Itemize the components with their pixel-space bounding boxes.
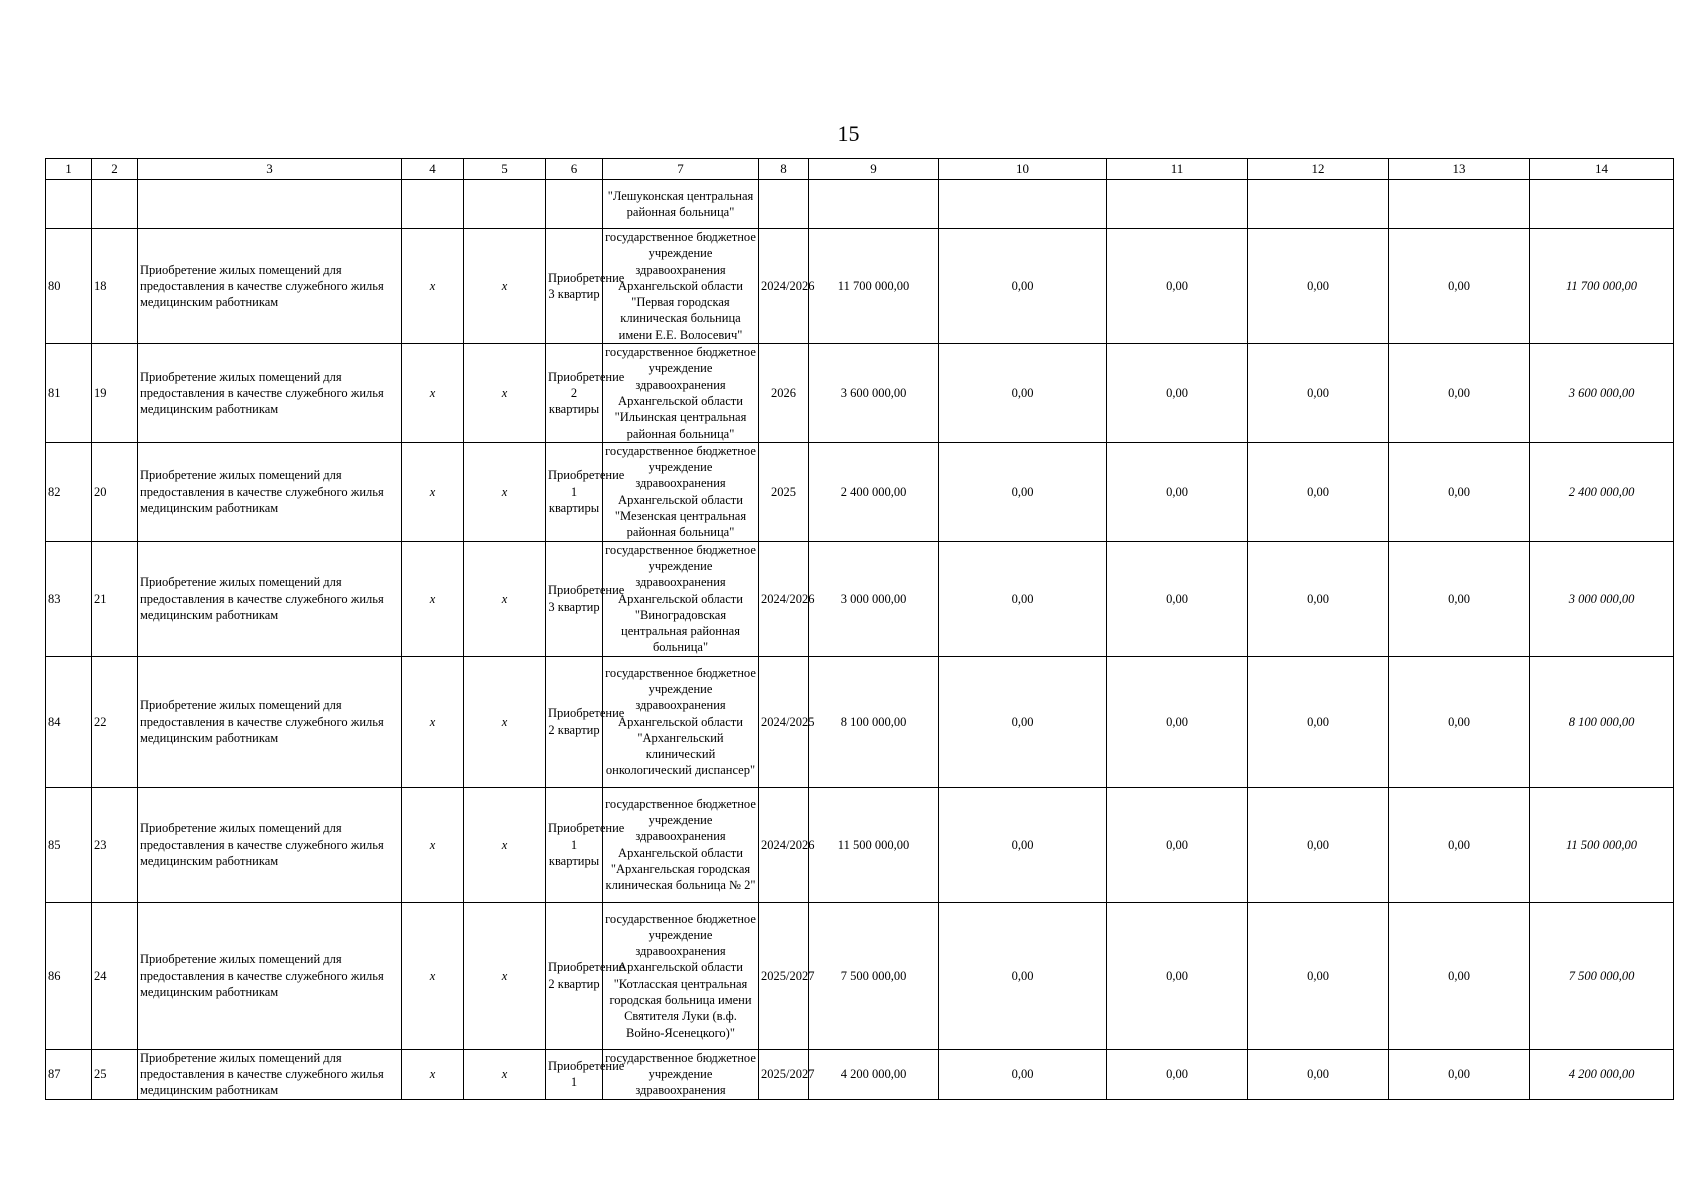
row-number: 83 bbox=[46, 541, 92, 656]
measure-name: Приобретение жилых помещений для предоставления в качестве служебного жилья медицинским работникам bbox=[138, 656, 402, 787]
period-cell: 2025/2027 bbox=[759, 1049, 809, 1099]
item-number: 23 bbox=[92, 787, 138, 902]
amount-col10: 0,00 bbox=[939, 1049, 1107, 1099]
amount-col11: 0,00 bbox=[1107, 229, 1248, 344]
header-cell: 1 bbox=[46, 159, 92, 180]
item-number: 19 bbox=[92, 344, 138, 443]
amount-col13: 0,00 bbox=[1389, 656, 1530, 787]
row-number: 85 bbox=[46, 787, 92, 902]
amount-col13: 0,00 bbox=[1389, 787, 1530, 902]
amount-col11: 0,00 bbox=[1107, 442, 1248, 541]
amount-col14: 8 100 000,00 bbox=[1530, 656, 1674, 787]
amount-col12: 0,00 bbox=[1248, 442, 1389, 541]
row-number: 82 bbox=[46, 442, 92, 541]
amount-col14: 11 500 000,00 bbox=[1530, 787, 1674, 902]
table-row bbox=[46, 902, 1674, 1049]
col5-mark: х bbox=[464, 902, 546, 1049]
table-row bbox=[46, 541, 1674, 656]
amount-col10: 0,00 bbox=[939, 229, 1107, 344]
header-cell: 14 bbox=[1530, 159, 1674, 180]
amount-total: 11 500 000,00 bbox=[809, 787, 939, 902]
item-number: 18 bbox=[92, 229, 138, 344]
item-number: 22 bbox=[92, 656, 138, 787]
col5-mark: х bbox=[464, 1049, 546, 1099]
amount-total: 3 000 000,00 bbox=[809, 541, 939, 656]
amount-col10: 0,00 bbox=[939, 787, 1107, 902]
amount-col12: 0,00 bbox=[1248, 1049, 1389, 1099]
item-number: 24 bbox=[92, 902, 138, 1049]
table-row bbox=[46, 787, 1674, 902]
measure-name: Приобретение жилых помещений для предоставления в качестве служебного жилья медицинским работникам bbox=[138, 229, 402, 344]
col4-mark: х bbox=[402, 541, 464, 656]
measure-name: Приобретение жилых помещений для предоставления в качестве служебного жилья медицинским работникам bbox=[138, 787, 402, 902]
amount-col10: 0,00 bbox=[939, 442, 1107, 541]
row-number: 80 bbox=[46, 229, 92, 344]
amount-col12: 0,00 bbox=[1248, 229, 1389, 344]
action-cell: Приобретение 1 квартиры bbox=[546, 442, 603, 541]
amount-col10: 0,00 bbox=[939, 656, 1107, 787]
measure-name: Приобретение жилых помещений для предоставления в качестве служебного жилья медицинским работникам bbox=[138, 902, 402, 1049]
table-row bbox=[46, 229, 1674, 344]
amount-col13: 0,00 bbox=[1389, 1049, 1530, 1099]
row-number: 84 bbox=[46, 656, 92, 787]
institution-cell: государственное бюджетное учреждение здравоохранения Архангельской области "Котласская центральная городская больница имени Святителя Луки (в.ф. Войно-Ясенецкого)" bbox=[603, 902, 759, 1049]
col4-mark: х bbox=[402, 442, 464, 541]
table-row bbox=[46, 442, 1674, 541]
measure-name: Приобретение жилых помещений для предоставления в качестве служебного жилья медицинским работникам bbox=[138, 442, 402, 541]
amount-col11: 0,00 bbox=[1107, 344, 1248, 443]
period-cell: 2024/2026 bbox=[759, 229, 809, 344]
amount-col14: 11 700 000,00 bbox=[1530, 229, 1674, 344]
item-number: 21 bbox=[92, 541, 138, 656]
table-row bbox=[46, 1049, 1674, 1099]
institution-cell: государственное бюджетное учреждение здравоохранения Архангельской области "Виноградовская центральная районная больница" bbox=[603, 541, 759, 656]
col4-mark: х bbox=[402, 229, 464, 344]
amount-col13: 0,00 bbox=[1389, 541, 1530, 656]
period-cell: 2025 bbox=[759, 442, 809, 541]
institution-cell: государственное бюджетное учреждение здравоохранения Архангельской области "Мезенская центральная районная больница" bbox=[603, 442, 759, 541]
page-number: 15 bbox=[837, 121, 860, 146]
col5-mark: х bbox=[464, 787, 546, 902]
amount-col10: 0,00 bbox=[939, 344, 1107, 443]
action-cell: Приобретение 1 bbox=[546, 1049, 603, 1099]
header-row bbox=[46, 159, 1674, 180]
amount-total: 4 200 000,00 bbox=[809, 1049, 939, 1099]
amount-total: 11 700 000,00 bbox=[809, 229, 939, 344]
header-cell: 5 bbox=[464, 159, 546, 180]
period-cell: 2025/2027 bbox=[759, 902, 809, 1049]
amount-col11: 0,00 bbox=[1107, 787, 1248, 902]
item-number: 20 bbox=[92, 442, 138, 541]
col4-mark: х bbox=[402, 787, 464, 902]
amount-col14: 4 200 000,00 bbox=[1530, 1049, 1674, 1099]
amount-col11: 0,00 bbox=[1107, 1049, 1248, 1099]
header-cell: 11 bbox=[1107, 159, 1248, 180]
amount-col13: 0,00 bbox=[1389, 344, 1530, 443]
header-cell: 13 bbox=[1389, 159, 1530, 180]
amount-col11: 0,00 bbox=[1107, 541, 1248, 656]
period-cell: 2024/2026 bbox=[759, 787, 809, 902]
row-number: 87 bbox=[46, 1049, 92, 1099]
col5-mark: х bbox=[464, 344, 546, 443]
period-cell: 2026 bbox=[759, 344, 809, 443]
period-cell: 2024/2025 bbox=[759, 656, 809, 787]
period-cell: 2024/2026 bbox=[759, 541, 809, 656]
budget-table bbox=[45, 158, 1674, 1100]
col5-mark: х bbox=[464, 541, 546, 656]
col5-mark: х bbox=[464, 229, 546, 344]
action-cell: Приобретение 3 квартир bbox=[546, 541, 603, 656]
institution-cell: государственное бюджетное учреждение здравоохранения Архангельской области "Ильинская центральная районная больница" bbox=[603, 344, 759, 443]
institution-cell: государственное бюджетное учреждение здравоохранения bbox=[603, 1049, 759, 1099]
institution-cell: государственное бюджетное учреждение здравоохранения Архангельской области "Архангельская городская клиническая больница № 2" bbox=[603, 787, 759, 902]
header-cell: 4 bbox=[402, 159, 464, 180]
col4-mark: х bbox=[402, 656, 464, 787]
amount-col12: 0,00 bbox=[1248, 902, 1389, 1049]
measure-name: Приобретение жилых помещений для предоставления в качестве служебного жилья медицинским работникам bbox=[138, 344, 402, 443]
amount-col14: 7 500 000,00 bbox=[1530, 902, 1674, 1049]
header-cell: 9 bbox=[809, 159, 939, 180]
col4-mark: х bbox=[402, 902, 464, 1049]
amount-total: 3 600 000,00 bbox=[809, 344, 939, 443]
measure-name: Приобретение жилых помещений для предоставления в качестве служебного жилья медицинским работникам bbox=[138, 541, 402, 656]
action-cell: Приобретение 2 квартир bbox=[546, 902, 603, 1049]
amount-col14: 3 000 000,00 bbox=[1530, 541, 1674, 656]
amount-col12: 0,00 bbox=[1248, 344, 1389, 443]
header-cell: 2 bbox=[92, 159, 138, 180]
table-row bbox=[46, 344, 1674, 443]
amount-total: 2 400 000,00 bbox=[809, 442, 939, 541]
amount-col12: 0,00 bbox=[1248, 541, 1389, 656]
header-cell: 12 bbox=[1248, 159, 1389, 180]
amount-col13: 0,00 bbox=[1389, 442, 1530, 541]
amount-col12: 0,00 bbox=[1248, 787, 1389, 902]
col5-mark: х bbox=[464, 656, 546, 787]
item-number: 25 bbox=[92, 1049, 138, 1099]
header-cell: 6 bbox=[546, 159, 603, 180]
row-number: 86 bbox=[46, 902, 92, 1049]
amount-col14: 2 400 000,00 bbox=[1530, 442, 1674, 541]
amount-col12: 0,00 bbox=[1248, 656, 1389, 787]
action-cell: Приобретение 2 квартиры bbox=[546, 344, 603, 443]
table-row bbox=[46, 656, 1674, 787]
action-cell: Приобретение 1 квартиры bbox=[546, 787, 603, 902]
header-cell: 8 bbox=[759, 159, 809, 180]
amount-col13: 0,00 bbox=[1389, 229, 1530, 344]
action-cell: Приобретение 3 квартир bbox=[546, 229, 603, 344]
measure-name: Приобретение жилых помещений для предоставления в качестве служебного жилья медицинским работникам bbox=[138, 1049, 402, 1099]
amount-col14: 3 600 000,00 bbox=[1530, 344, 1674, 443]
row-number: 81 bbox=[46, 344, 92, 443]
institution-cell: государственное бюджетное учреждение здравоохранения Архангельской области "Первая городская клиническая больница имени Е.Е. Волосевич" bbox=[603, 229, 759, 344]
amount-col10: 0,00 bbox=[939, 541, 1107, 656]
institution-cell: государственное бюджетное учреждение здравоохранения Архангельской области "Архангельский клинический онкологический диспансер" bbox=[603, 656, 759, 787]
col5-mark: х bbox=[464, 442, 546, 541]
header-cell: 3 bbox=[138, 159, 402, 180]
col4-mark: х bbox=[402, 1049, 464, 1099]
amount-col13: 0,00 bbox=[1389, 902, 1530, 1049]
amount-total: 7 500 000,00 bbox=[809, 902, 939, 1049]
amount-total: 8 100 000,00 bbox=[809, 656, 939, 787]
amount-col11: 0,00 bbox=[1107, 656, 1248, 787]
col4-mark: х bbox=[402, 344, 464, 443]
amount-col11: 0,00 bbox=[1107, 902, 1248, 1049]
institution-cell: "Лешуконская центральная районная больница" bbox=[603, 180, 759, 229]
amount-col10: 0,00 bbox=[939, 902, 1107, 1049]
continuation-row bbox=[46, 180, 1674, 229]
header-cell: 10 bbox=[939, 159, 1107, 180]
action-cell: Приобретение 2 квартир bbox=[546, 656, 603, 787]
header-cell: 7 bbox=[603, 159, 759, 180]
